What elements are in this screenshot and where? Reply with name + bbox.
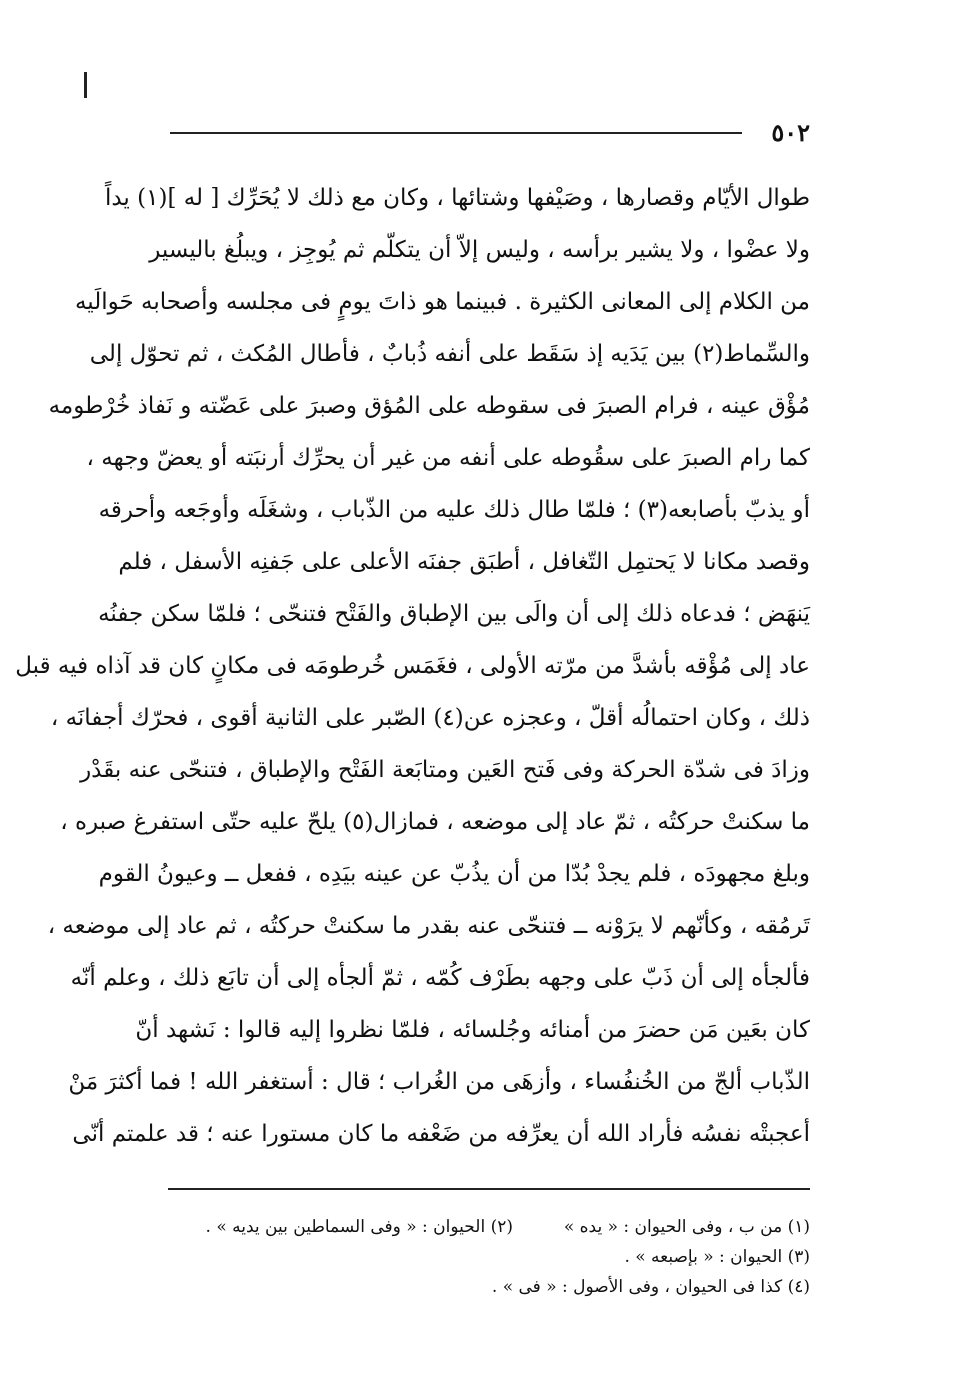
footnote-4: (٤) كذا فى الحيوان ، وفى الأصول : « فى » .: [491, 1277, 810, 1297]
text-line: والسِّماط(٢) بين يَدَيه إذ سَقَط على أنفه ذُبابٌ ، فأطال المُكث ، ثم تحوّل إلى: [89, 341, 810, 367]
header-rule: [170, 132, 742, 134]
page-header: [170, 118, 810, 148]
text-line: فألجأه إلى أن ذَبّ على وجهه بطَرْف كُمّه ، ثمّ ألجأه إلى أن تابَع ذلك ، وعلم أنّه: [70, 965, 810, 991]
text-line: وزادَ فى شدّة الحركة وفى فَتح العَين ومتابَعة الفَتْح والإطباق ، فتنحّى عنه بقَدْر: [80, 757, 810, 783]
text-line: وبلغ مجهودَه ، فلم يجدْ بُدّا من أن يذُبّ عن عينه بيَدِه ، ففعل ــ وعيونُ القوم: [98, 861, 810, 887]
text-line: كما رام الصبرَ على سقُوطه على أنفه من غير أن يحرِّك أرنبَته أو يعضّ وجهه ،: [86, 445, 810, 471]
text-line: تَرمُقه ، وكأنّهم لا يرَوْنه ــ فتنحّى عنه بقدر ما سكنتْ حركتُه ، ثم عاد إلى موضعه ،: [47, 913, 810, 939]
text-line: وقصد مكانا لا يَحتمِل التّغافل ، أطبَق جفنَه الأعلى على جَفنِه الأسفل ، فلم: [118, 549, 810, 575]
footnote-row: [160, 1212, 810, 1242]
text-line: أعجبتْه نفسُه فأراد الله أن يعرِّفه من ضَعْفه ما كان مستورا عنه ؛ قد علمتم أنّى: [72, 1121, 810, 1147]
footnote-3: (٣) الحيوان : « بإصبعه » .: [624, 1247, 810, 1267]
text-line: يَنهَض ؛ فدعاه ذلك إلى أن والَى بين الإطباق والفَتْح فتنحّى ؛ فلمّا سكن جفنُه: [98, 601, 810, 627]
text-line: ما سكنتْ حركتُه ، ثمّ عاد إلى موضعه ، فمازال(٥) يلحّ عليه حتّى استفرغ صبره ،: [60, 809, 810, 835]
text-line: عاد إلى مُؤْقه بأشدَّ من مرّته الأولى ، فغَمَس خُرطومَه فى مكانٍ كان قد آذاه فيه قبل: [15, 653, 810, 679]
footnote-rule: [168, 1188, 810, 1190]
footnote-1: (١) من ب ، وفى الحيوان : « يده »: [563, 1217, 810, 1237]
page-number: ٥٠٢: [771, 118, 810, 147]
footnote-2: (٢) الحيوان : « وفى السماطين بين يديه » .: [205, 1217, 513, 1237]
text-line: كان بعَين مَن حضرَ من أمنائه وجُلسائه ، فلمّا نظروا إليه قالوا : نَشهد أنّ: [135, 1017, 810, 1043]
text-line: مُؤْق عينه ، فرام الصبرَ فى سقوطه على المُؤق وصبرَ على عَضّته و نَفاذ خُرْطومه: [48, 393, 810, 419]
footnotes: [160, 1212, 810, 1302]
text-line: من الكلام إلى المعانى الكثيرة . فبينما هو ذاتَ يومٍ فى مجلسه وأصحابه حَوالَيه: [74, 289, 810, 315]
text-line: ذلك ، وكان احتمالُه أقلّ ، وعجزه عن(٤) الصّبر على الثانية أقوى ، فحرّك أجفانَه ،: [50, 705, 810, 731]
text-line: الذّباب ألجّ من الخُنفُساء ، وأزهَى من الغُراب ؛ قال : أستغفر الله ! فما أكثرَ مَنْ: [68, 1069, 810, 1095]
footnote-row: [160, 1242, 810, 1272]
margin-mark: [84, 72, 87, 98]
body-text: [15, 172, 810, 1160]
text-line: ولا عضْوا ، ولا يشير برأسه ، وليس إلاّ أن يتكلّم ثم يُوجِز ، ويبلُغ باليسير: [149, 237, 810, 263]
footnote-row: [160, 1272, 810, 1302]
text-line: أو يذبّ بأصابعه(٣) ؛ فلمّا طال ذلك عليه من الذّباب ، وشغَلَه وأوجَعه وأحرقه: [98, 497, 810, 523]
text-line: طوال الأيّام وقصارها ، وصَيْفها وشتائها ، وكان مع ذلك لا يُحَرِّك [ له ](١) يداً: [104, 185, 810, 211]
